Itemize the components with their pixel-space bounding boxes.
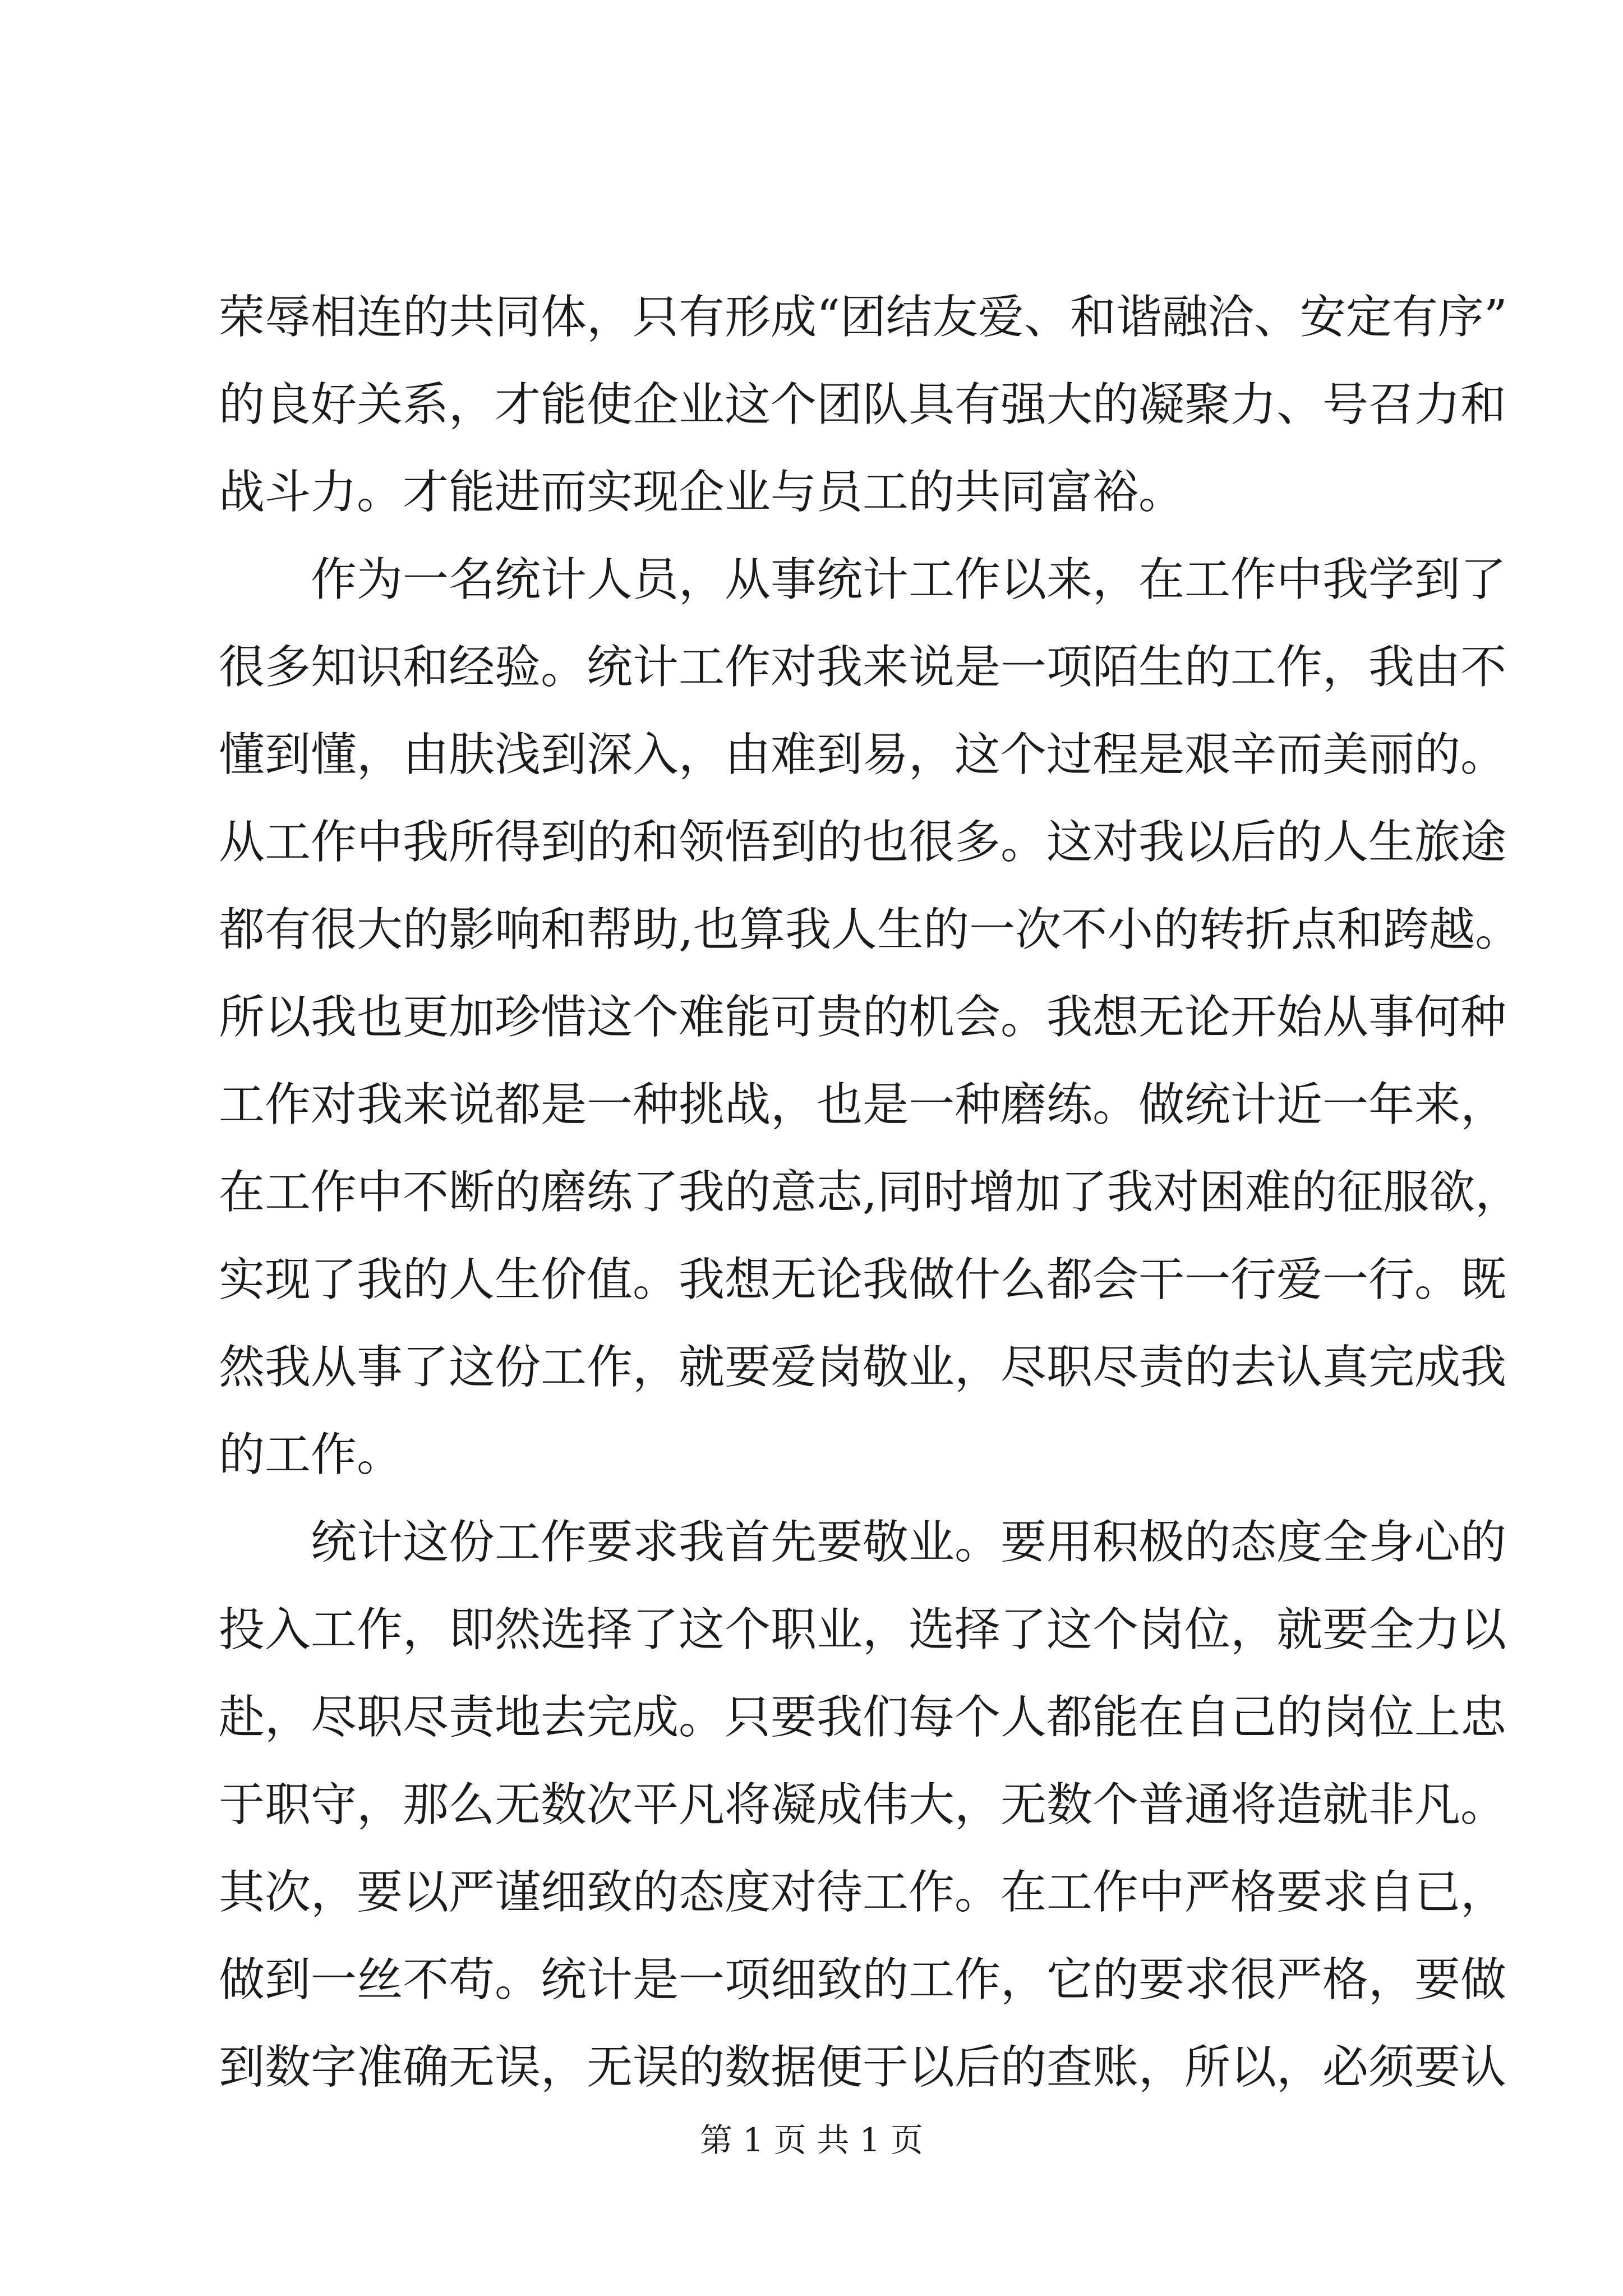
text-line: 懂到懂，由肤浅到深入，由难到易，这个过程是艰辛而美丽的。 — [219, 728, 1507, 781]
text-line: 到数字准确无误，无误的数据便于以后的查账，所以，必须要认 — [219, 2041, 1507, 2094]
text-line: 其次，要以严谨细致的态度对待工作。在工作中严格要求自已， — [219, 1866, 1507, 1919]
text-line: 很多知识和经验。统计工作对我来说是一项陌生的工作，我由不 — [219, 641, 1507, 694]
text-line: 都有很大的影响和帮助,也算我人生的一次不小的转折点和跨越。 — [219, 903, 1521, 956]
text-line: 荣辱相连的共同体，只有形成“团结友爱、和谐融洽、安定有序” — [219, 291, 1507, 344]
page-number: 第 1 页 共 1 页 — [700, 2121, 923, 2159]
text-line: 的工作。 — [219, 1428, 403, 1481]
document-body — [219, 274, 1521, 2111]
text-line: 作为一名统计人员，从事统计工作以来，在工作中我学到了 — [219, 553, 1507, 606]
text-line: 所以我也更加珍惜这个难能可贵的机会。我想无论开始从事何种 — [219, 991, 1507, 1044]
text-line: 战斗力。才能进而实现企业与员工的共同富裕。 — [219, 466, 1185, 519]
text-line: 在工作中不断的磨练了我的意志,同时增加了我对困难的征服欲， — [219, 1166, 1521, 1219]
page-footer — [0, 2114, 1623, 2161]
text-line: 实现了我的人生价值。我想无论我做什么都会干一行爱一行。既 — [219, 1253, 1507, 1306]
text-line: 于职守，那么无数次平凡将凝成伟大，无数个普通将造就非凡。 — [219, 1778, 1507, 1832]
text-line: 从工作中我所得到的和领悟到的也很多。这对我以后的人生旅途 — [219, 816, 1507, 869]
text-line: 工作对我来说都是一种挑战，也是一种磨练。做统计近一年来， — [219, 1078, 1507, 1131]
text-line: 然我从事了这份工作，就要爱岗敬业，尽职尽责的去认真完成我 — [219, 1341, 1507, 1394]
text-line: 统计这份工作要求我首先要敬业。要用积极的态度全身心的 — [219, 1516, 1507, 1569]
text-line: 赴，尽职尽责地去完成。只要我们每个人都能在自己的岗位上忠 — [219, 1691, 1507, 1744]
text-line: 做到一丝不苟。统计是一项细致的工作，它的要求很严格，要做 — [219, 1953, 1507, 2007]
text-line: 的良好关系，才能使企业这个团队具有强大的凝聚力、号召力和 — [219, 378, 1507, 431]
text-line: 投入工作，即然选择了这个职业，选择了这个岗位，就要全力以 — [219, 1603, 1507, 1657]
